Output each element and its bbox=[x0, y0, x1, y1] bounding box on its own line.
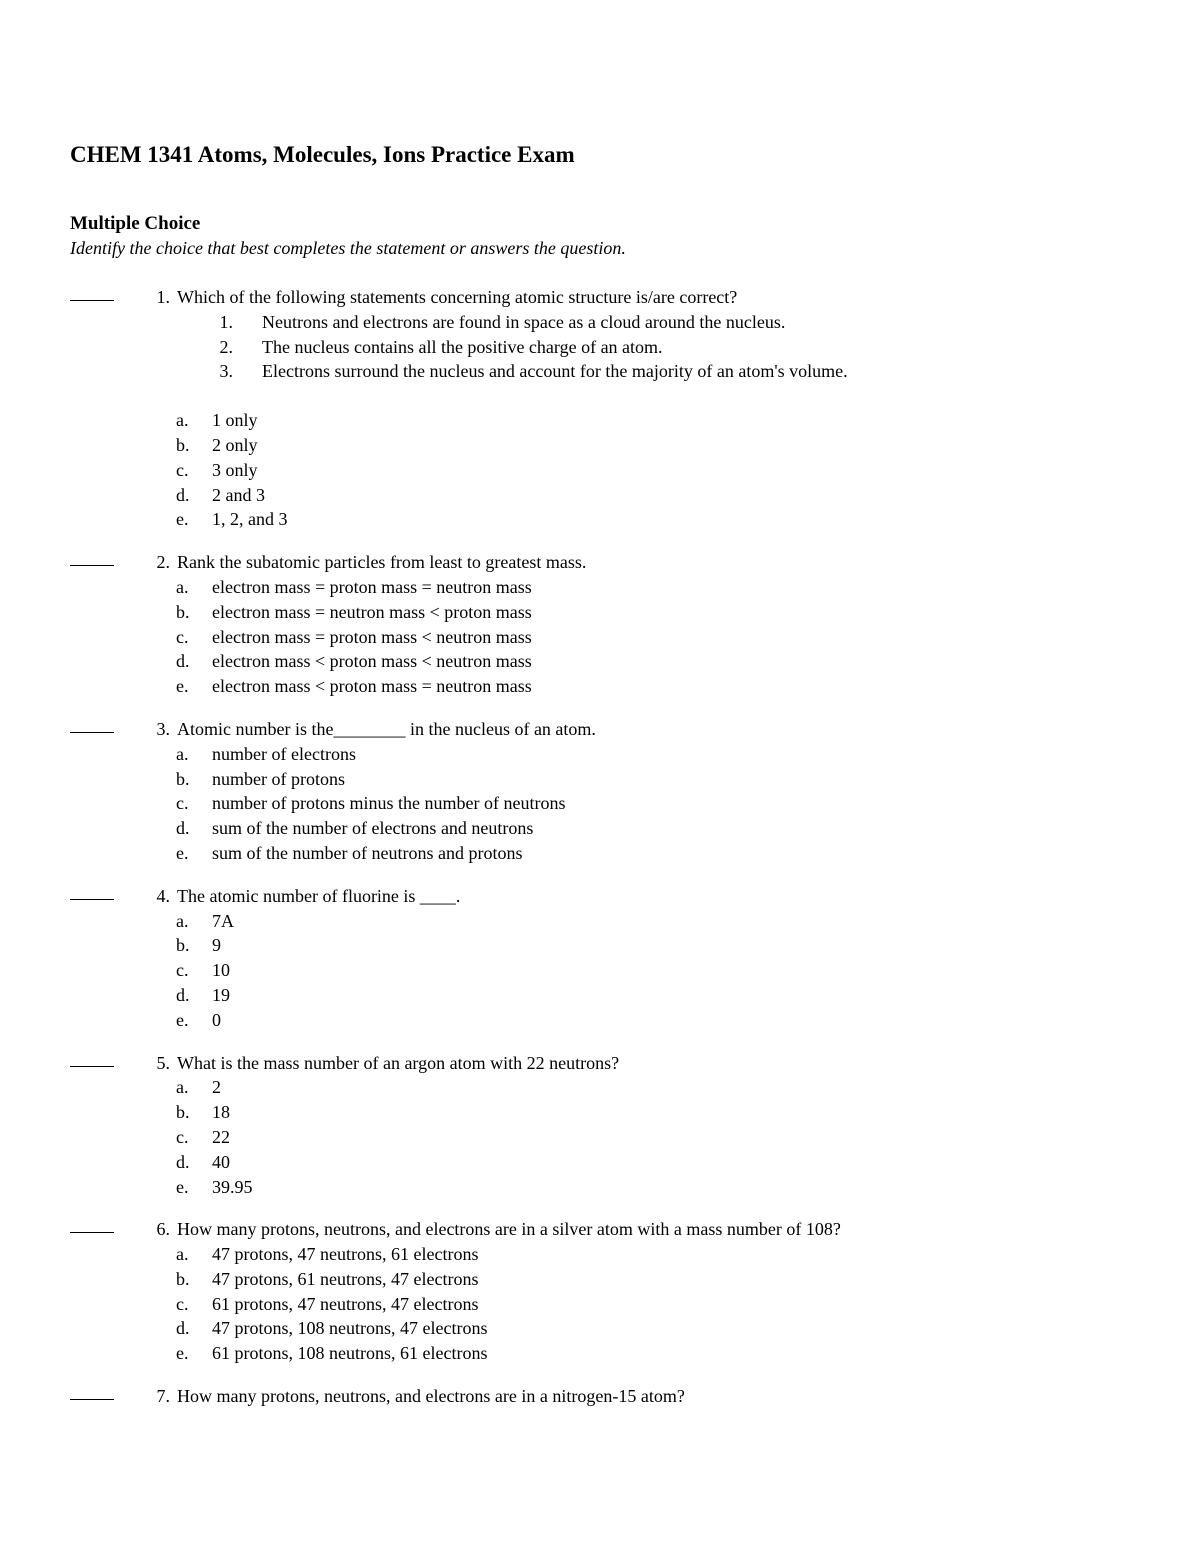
choice-letter: e. bbox=[176, 509, 189, 530]
choice-text: 10 bbox=[212, 960, 230, 981]
choice-text: electron mass = neutron mass < proton mass bbox=[212, 601, 532, 622]
choice-letter: b. bbox=[176, 768, 190, 789]
question-text: The atomic number of fluorine is ____. bbox=[177, 885, 461, 906]
question-number: 2. bbox=[156, 552, 170, 573]
choice-letter: d. bbox=[176, 484, 190, 505]
choice-letter: a. bbox=[176, 576, 189, 597]
choice-letter: e. bbox=[176, 1176, 189, 1197]
page-title: CHEM 1341 Atoms, Molecules, Ions Practice Exam bbox=[70, 142, 575, 167]
answer-choice[interactable] bbox=[70, 767, 1170, 792]
question-item bbox=[70, 1384, 1170, 1409]
choice-text: 2 bbox=[212, 1077, 221, 1098]
statement-number: 2. bbox=[219, 336, 233, 357]
question-line bbox=[70, 884, 1170, 909]
choice-letter: c. bbox=[176, 1293, 189, 1314]
question-number: 4. bbox=[156, 885, 170, 906]
answer-choice[interactable] bbox=[70, 958, 1170, 983]
choice-letter: a. bbox=[176, 743, 189, 764]
answer-choice[interactable] bbox=[70, 1150, 1170, 1175]
choice-text: 47 protons, 108 neutrons, 47 electrons bbox=[212, 1318, 488, 1339]
choice-letter: e. bbox=[176, 842, 189, 863]
choice-letter: a. bbox=[176, 1077, 189, 1098]
choice-text: 61 protons, 47 neutrons, 47 electrons bbox=[212, 1293, 479, 1314]
choice-text: 61 protons, 108 neutrons, 61 electrons bbox=[212, 1343, 488, 1364]
question-line bbox=[70, 1051, 1170, 1076]
choice-letter: c. bbox=[176, 459, 189, 480]
choice-letter: b. bbox=[176, 1268, 190, 1289]
answer-blank[interactable] bbox=[70, 565, 114, 566]
choice-text: number of electrons bbox=[212, 743, 356, 764]
question-number: 7. bbox=[156, 1386, 170, 1407]
choice-letter: d. bbox=[176, 984, 190, 1005]
question-item bbox=[70, 1051, 1170, 1200]
question-text: How many protons, neutrons, and electrons are in a silver atom with a mass number of 108? bbox=[177, 1219, 841, 1240]
answer-choice[interactable] bbox=[70, 841, 1170, 866]
question-line bbox=[70, 550, 1170, 575]
choice-text: 0 bbox=[212, 1009, 221, 1030]
answer-choice[interactable] bbox=[70, 483, 1170, 508]
answer-choice[interactable] bbox=[70, 433, 1170, 458]
choice-letter: b. bbox=[176, 601, 190, 622]
statement-text: Electrons surround the nucleus and account for the majority of an atom's volume. bbox=[262, 361, 848, 382]
answer-blank[interactable] bbox=[70, 300, 114, 301]
choice-list bbox=[70, 742, 1170, 866]
answer-choice[interactable] bbox=[70, 1267, 1170, 1292]
choice-list bbox=[70, 575, 1170, 699]
question-line bbox=[70, 285, 1170, 310]
choice-text: 9 bbox=[212, 935, 221, 956]
choice-text: 1 only bbox=[212, 410, 258, 431]
statement-text: The nucleus contains all the positive charge of an atom. bbox=[262, 336, 663, 357]
choice-letter: d. bbox=[176, 651, 190, 672]
statement-text: Neutrons and electrons are found in space as a cloud around the nucleus. bbox=[262, 311, 786, 332]
choice-text: 3 only bbox=[212, 459, 258, 480]
answer-choice[interactable] bbox=[70, 1316, 1170, 1341]
choice-text: sum of the number of neutrons and protons bbox=[212, 842, 523, 863]
question-number: 6. bbox=[156, 1219, 170, 1240]
choice-text: electron mass < proton mass < neutron mass bbox=[212, 651, 532, 672]
choice-text: 47 protons, 61 neutrons, 47 electrons bbox=[212, 1268, 479, 1289]
question-line bbox=[70, 717, 1170, 742]
question-number: 3. bbox=[156, 718, 170, 739]
choice-text: 40 bbox=[212, 1151, 230, 1172]
question-line bbox=[70, 1217, 1170, 1242]
question-text: Which of the following statements concerning atomic structure is/are correct? bbox=[177, 287, 738, 307]
question-item bbox=[70, 1217, 1170, 1366]
answer-blank[interactable] bbox=[70, 1232, 114, 1233]
choice-text: number of protons bbox=[212, 768, 345, 789]
answer-choice[interactable] bbox=[70, 1341, 1170, 1366]
question-text: What is the mass number of an argon atom with 22 neutrons? bbox=[177, 1052, 620, 1073]
choice-letter: d. bbox=[176, 818, 190, 839]
answer-choice[interactable] bbox=[70, 1292, 1170, 1317]
statement-list bbox=[70, 310, 1170, 384]
choice-letter: b. bbox=[176, 935, 190, 956]
choice-text: sum of the number of electrons and neutrons bbox=[212, 818, 534, 839]
choice-text: electron mass = proton mass < neutron mass bbox=[212, 626, 532, 647]
choice-letter: e. bbox=[176, 676, 189, 697]
choice-text: 18 bbox=[212, 1102, 230, 1123]
question-text: Rank the subatomic particles from least to greatest mass. bbox=[177, 552, 587, 573]
choice-text: 47 protons, 47 neutrons, 61 electrons bbox=[212, 1244, 479, 1265]
statement-number: 1. bbox=[219, 311, 233, 332]
answer-choice[interactable] bbox=[70, 983, 1170, 1008]
question-item bbox=[70, 550, 1170, 699]
section-heading: Multiple Choice bbox=[70, 213, 201, 234]
question-number: 1. bbox=[156, 287, 170, 307]
choice-letter: d. bbox=[176, 1151, 190, 1172]
answer-choice[interactable] bbox=[70, 507, 1170, 532]
answer-choice[interactable] bbox=[70, 791, 1170, 816]
choice-letter: c. bbox=[176, 626, 189, 647]
choice-letter: e. bbox=[176, 1009, 189, 1030]
answer-choice[interactable] bbox=[70, 1242, 1170, 1267]
choice-letter: d. bbox=[176, 1318, 190, 1339]
answer-choice[interactable] bbox=[70, 1125, 1170, 1150]
choice-text: 2 only bbox=[212, 434, 258, 455]
answer-choice[interactable] bbox=[70, 909, 1170, 934]
answer-blank[interactable] bbox=[70, 732, 114, 733]
question-list bbox=[70, 285, 1170, 1427]
answer-choice[interactable] bbox=[70, 600, 1170, 625]
choice-letter: b. bbox=[176, 434, 190, 455]
choice-list bbox=[70, 408, 1170, 532]
choice-letter: b. bbox=[176, 1102, 190, 1123]
choice-letter: a. bbox=[176, 910, 189, 931]
answer-choice[interactable] bbox=[70, 1100, 1170, 1125]
choice-text: 39.95 bbox=[212, 1176, 253, 1197]
choice-text: 7A bbox=[212, 910, 234, 931]
answer-choice[interactable] bbox=[70, 742, 1170, 767]
choice-text: number of protons minus the number of neutrons bbox=[212, 793, 566, 814]
choice-letter: a. bbox=[176, 1244, 189, 1265]
statement-item bbox=[70, 310, 1170, 335]
choice-letter: a. bbox=[176, 410, 189, 431]
question-text: Atomic number is the________ in the nucleus of an atom. bbox=[177, 718, 596, 739]
question-number: 5. bbox=[156, 1052, 170, 1073]
answer-choice[interactable] bbox=[70, 408, 1170, 433]
choice-text: 2 and 3 bbox=[212, 484, 265, 505]
answer-blank[interactable] bbox=[70, 1399, 114, 1400]
answer-blank[interactable] bbox=[70, 899, 114, 900]
question-line bbox=[70, 1384, 1170, 1409]
statement-item bbox=[70, 359, 1170, 384]
statement-number: 3. bbox=[219, 361, 233, 382]
answer-choice[interactable] bbox=[70, 625, 1170, 650]
answer-blank[interactable] bbox=[70, 1066, 114, 1067]
question-item bbox=[70, 884, 1170, 1033]
answer-choice[interactable] bbox=[70, 649, 1170, 674]
answer-choice[interactable] bbox=[70, 1175, 1170, 1200]
choice-letter: c. bbox=[176, 1126, 189, 1147]
answer-choice[interactable] bbox=[70, 458, 1170, 483]
answer-choice[interactable] bbox=[70, 933, 1170, 958]
question-item bbox=[70, 285, 1170, 532]
choice-text: 22 bbox=[212, 1126, 230, 1147]
choice-text: electron mass < proton mass = neutron mass bbox=[212, 676, 532, 697]
choice-letter: c. bbox=[176, 793, 189, 814]
answer-choice[interactable] bbox=[70, 1008, 1170, 1033]
statement-item bbox=[70, 335, 1170, 360]
choice-letter: c. bbox=[176, 960, 189, 981]
answer-choice[interactable] bbox=[70, 1075, 1170, 1100]
choice-letter: e. bbox=[176, 1343, 189, 1364]
answer-choice[interactable] bbox=[70, 816, 1170, 841]
choice-list bbox=[70, 1075, 1170, 1199]
choice-text: 19 bbox=[212, 984, 230, 1005]
section-instructions: Identify the choice that best completes the statement or answers the question. bbox=[70, 238, 626, 258]
choice-list bbox=[70, 1242, 1170, 1366]
choice-text: 1, 2, and 3 bbox=[212, 509, 288, 530]
question-text: How many protons, neutrons, and electrons are in a nitrogen-15 atom? bbox=[177, 1386, 685, 1407]
answer-choice[interactable] bbox=[70, 674, 1170, 699]
choice-list bbox=[70, 909, 1170, 1033]
choice-text: electron mass = proton mass = neutron mass bbox=[212, 576, 532, 597]
question-item bbox=[70, 717, 1170, 866]
answer-choice[interactable] bbox=[70, 575, 1170, 600]
